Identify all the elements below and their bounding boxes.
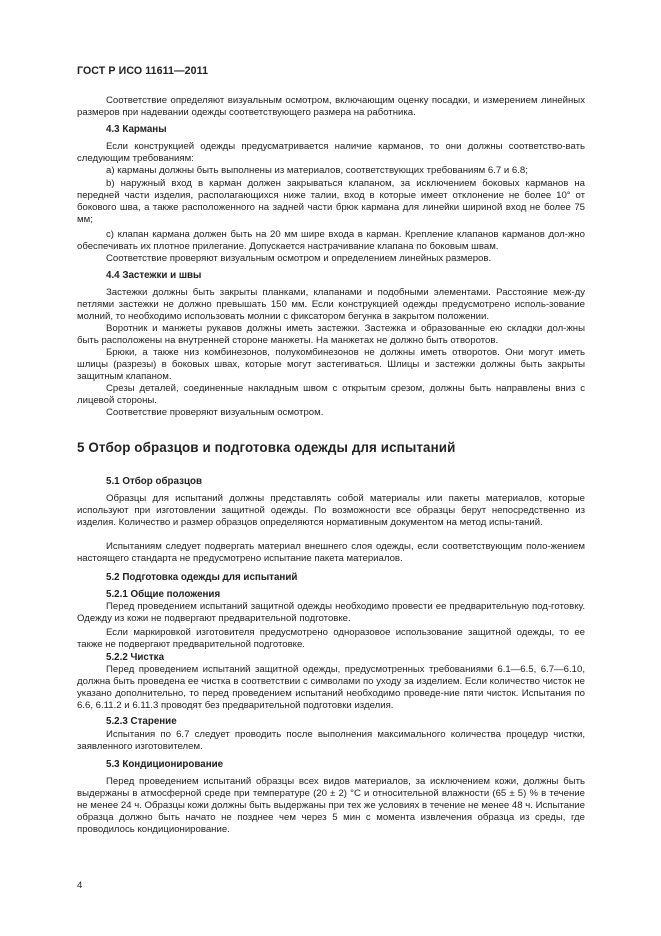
paragraph: Соответствие определяют визуальным осмотром, включающим оценку посадки, и измерением линейных размеров при надевании одежды соответствующего размера на работника. [77,95,585,118]
list-item: с) клапан кармана должен быть на 20 мм шире входа в карман. Крепление клапанов карманов дол-жно обеспечивать их плотное прилегание. Допускается настрачивание клапана по боковым швам. [77,229,585,252]
paragraph: Брюки, а также низ комбинезонов, полукомбинезонов не должны иметь отворотов. Они могут иметь шлицы (разрезы) в боковых швах, которые могут застегиваться. Шлицы и застежки должны быть закрыты защитным клапаном. [77,347,585,382]
paragraph: Соответствие проверяют визуальным осмотром и определением линейных размеров. [106,253,492,264]
document-header: ГОСТ Р ИСО 11611—2011 [77,65,209,77]
paragraph: Перед проведением испытаний защитной одежды необходимо провести ее предварительную под-готовку. Одежду из кожи не подвергают предварительной подготовке. [77,601,585,624]
section-heading-5-2-3: 5.2.3 Старение [106,716,177,727]
paragraph: Срезы деталей, соединенные накладным швом с открытым срезом, должны быть направлены вниз с лицевой стороны. [77,383,585,406]
section-heading-5-1: 5.1 Отбор образцов [106,476,202,487]
paragraph: Образцы для испытаний должны представлять собой материалы или пакеты материалов, которые используют при изготовлении защитной одежды. По возможности все образцы берут непосредственно из изделия. Количество и размер образцов определяются нормативным документом на метод испы-таний. [77,493,585,528]
list-item: а) карманы должны быть выполнены из материалов, соответствующих требованиям 6.7 и 6.8; [106,165,528,176]
section-heading-5-2: 5.2 Подготовка одежды для испытаний [106,572,298,583]
paragraph: Перед проведением испытаний защитной одежды, предусмотренных требованиями 6.1—6.5, 6.7—6.10, должна быть проведена ее чистка в соответствии с символами по уходу за изделием. Если количество чисток не указано дополнительно, то перед проведением испытаний необходимо проведе-ние пяти чисток. Испытания по 6.6, 6.11.2 и 6.11.3 проводят без предварительной подготовки изделия. [77,664,585,711]
paragraph: Если маркировкой изготовителя предусмотрено одноразовое использование защитной одежды, то ее также не подвергают предварительной подготовке. [77,627,585,650]
list-item: b) наружный вход в карман должен закрываться клапаном, за исключением боковых карманов на передней части изделия, располагающихся ниже талии, вход в которые имеет отклонение не более 10° от бокового шва, а также расположенного на задней части брюк кармана для линейки шириной вход не более 75 мм; [77,178,585,225]
paragraph: Испытаниям следует подвергать материал внешнего слоя одежды, если соответствующим поло-жением настоящего стандарта не предусмотрено испытание пакета материалов. [77,541,585,564]
paragraph: Воротник и манжеты рукавов должны иметь застежки. Застежка и образованные ею складки дол-жны быть расположены на внутренней стороне манжеты. На манжетах не должно быть отворотов. [77,323,585,346]
section-heading-5-2-2: 5.2.2 Чистка [106,652,165,663]
paragraph: Соответствие проверяют визуальным осмотром. [106,407,324,418]
paragraph: Если конструкцией одежды предусматривается наличие карманов, то они должны соответство-вать следующим требованиям: [77,141,585,164]
page-number: 4 [77,880,83,891]
section-heading-5-2-1: 5.2.1 Общие положения [106,589,221,600]
paragraph: Испытания по 6.7 следует проводить после выполнения максимального количества процедур чистки, заявленного изготовителем. [77,729,585,752]
section-heading-5-3: 5.3 Кондиционирование [106,759,224,770]
paragraph: Застежки должны быть закрыты планками, клапанами и подобными элементами. Расстояние меж-ду петлями застежки не должно превышать 150 мм. Если конструкцией одежды предусмотрено исполь-зование молний, то необходимо использовать молнии с фиксатором бегунка в закрытом положении. [77,287,585,322]
section-heading-5: 5 Отбор образцов и подготовка одежды для испытаний [77,440,456,455]
paragraph: Перед проведением испытаний образцы всех видов материалов, за исключением кожи, должны быть выдержаны в атмосферной среде при температуре (20 ± 2) °С и относительной влажности (65 ± 5) % в течение не менее 24 ч. Образцы кожи должны быть выдержаны при тех же условиях в течение не менее 48 ч. Испытание образца должно быть начато не позднее чем через 5 мин с момента извлечения образца из среды, где проводилось кондиционирование. [77,776,585,835]
section-heading-4-4: 4.4 Застежки и швы [106,270,202,281]
section-heading-4-3: 4.3 Карманы [106,124,167,135]
